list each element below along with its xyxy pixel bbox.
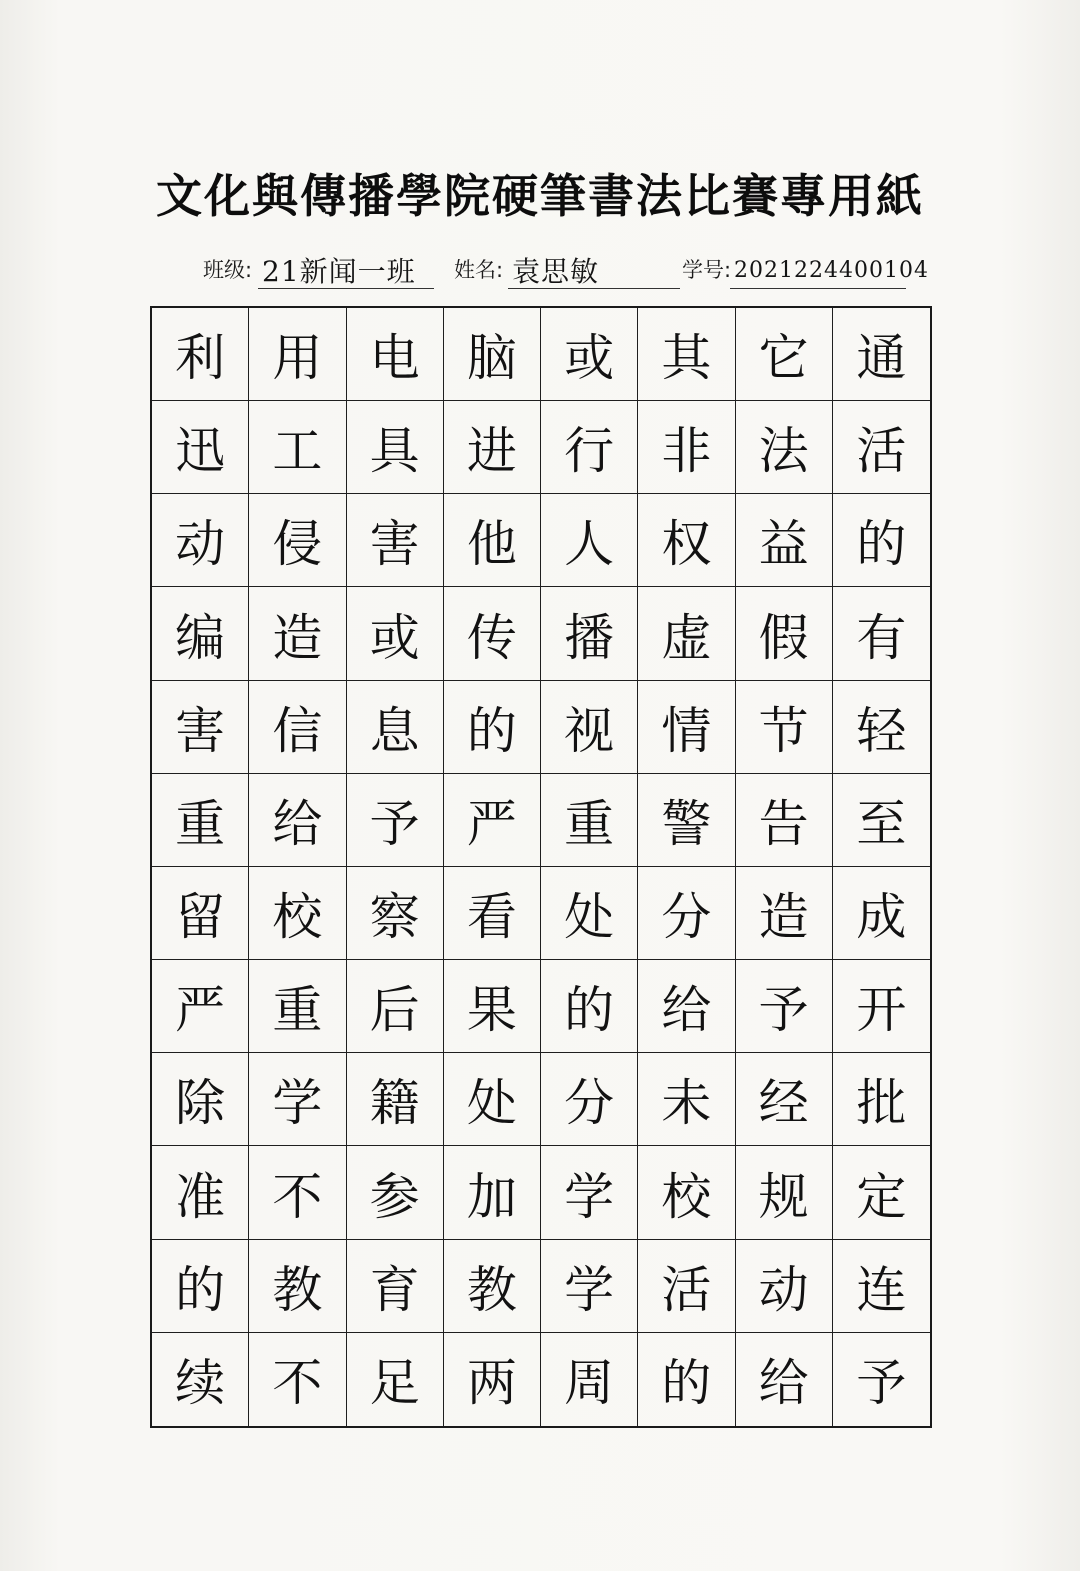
grid-cell: 或: [541, 308, 638, 401]
grid-cell: 予: [856, 1354, 907, 1413]
grid-cell: 侵: [249, 494, 346, 587]
grid-cell: 籍: [347, 1053, 444, 1146]
class-value: 21新闻一班: [262, 255, 416, 288]
grid-cell: 的: [833, 494, 930, 587]
grid-cell: 脑: [444, 308, 541, 401]
grid-cell: 育: [347, 1240, 444, 1333]
grid-cell: 动: [152, 494, 249, 587]
grid-cell: 处: [444, 1053, 541, 1146]
grid-cell: 分: [638, 867, 735, 960]
grid-cell: 或: [347, 587, 444, 680]
grid-cell: 息: [347, 681, 444, 774]
grid-cell: 害: [152, 681, 249, 774]
grid-cell: 活: [833, 401, 930, 494]
grid-cell: 分: [541, 1053, 638, 1146]
grid-cell: 看: [444, 867, 541, 960]
grid-cell: 动: [736, 1240, 833, 1333]
grid-cell: 给: [249, 774, 346, 867]
grid-cell: 造: [249, 587, 346, 680]
grid-cell: 编: [152, 587, 249, 680]
grid-cell: 他: [444, 494, 541, 587]
grid-cell: 人: [541, 494, 638, 587]
student-id-underline: [730, 288, 906, 289]
grid-cell: 虚: [638, 587, 735, 680]
grid-cell: 留: [152, 867, 249, 960]
grid-cell: 处: [541, 867, 638, 960]
grid-cell: 除: [152, 1053, 249, 1146]
student-id-label: 学号:: [682, 258, 732, 282]
grid-cell: 教: [444, 1240, 541, 1333]
grid-cell: 规: [736, 1146, 833, 1239]
grid-cell: 假: [736, 587, 833, 680]
grid-cell: 校: [249, 867, 346, 960]
grid-cell: 的: [638, 1333, 735, 1426]
grid-cell: 它: [736, 308, 833, 401]
class-label: 班级:: [203, 258, 253, 282]
grid-cell: 定: [833, 1146, 930, 1239]
grid-cell: 后: [347, 960, 444, 1053]
student-id-value: 2021224400104: [734, 258, 929, 283]
grid-cell: 续: [152, 1333, 249, 1426]
grid-cell: 学: [249, 1053, 346, 1146]
grid-cell: 的: [541, 960, 638, 1053]
grid-cell: 有: [833, 587, 930, 680]
grid-cell: 重: [249, 960, 346, 1053]
grid-cell: 造: [736, 867, 833, 960]
grid-cell: 具: [347, 401, 444, 494]
grid-cell: 重: [152, 774, 249, 867]
grid-cell: 其: [638, 308, 735, 401]
grid-cell: 批: [833, 1053, 930, 1146]
grid-cell: 准: [152, 1146, 249, 1239]
grid-cell: 情: [638, 681, 735, 774]
grid-cell: 给: [736, 1333, 833, 1426]
grid-cell: 连: [833, 1240, 930, 1333]
grid-cell: 参: [347, 1146, 444, 1239]
grid-cell: 开: [833, 960, 930, 1053]
grid-cell: 利: [152, 308, 249, 401]
grid-cell: 法: [736, 401, 833, 494]
grid-cell: 电: [347, 308, 444, 401]
info-row: [0, 250, 1080, 294]
grid-cell: 活: [638, 1240, 735, 1333]
grid-cell: 信: [249, 681, 346, 774]
grid-cell: 予: [347, 774, 444, 867]
name-underline: [508, 288, 680, 289]
grid-cell: 警: [638, 774, 735, 867]
grid-cell: 权: [638, 494, 735, 587]
grid-cell: 教: [249, 1240, 346, 1333]
page-title: 文化與傳播學院硬筆書法比賽專用紙: [156, 169, 924, 223]
grid-cell: 不: [249, 1146, 346, 1239]
grid-cell: 加: [444, 1146, 541, 1239]
grid-cell: 通: [833, 308, 930, 401]
grid-cell: 校: [638, 1146, 735, 1239]
grid-cell: 察: [347, 867, 444, 960]
grid-cell: 严: [444, 774, 541, 867]
grid-cell: 播: [541, 587, 638, 680]
grid-cell: 的: [152, 1240, 249, 1333]
class-underline: [258, 288, 434, 289]
grid-cell: 严: [152, 960, 249, 1053]
writing-grid: [150, 306, 932, 1428]
grid-cell: 足: [347, 1333, 444, 1426]
grid-cell: 的: [444, 681, 541, 774]
grid-cell: 周: [541, 1333, 638, 1426]
grid-cell: 视: [541, 681, 638, 774]
grid-cell: 非: [638, 401, 735, 494]
grid-cell: 工: [249, 401, 346, 494]
grid-cell: 给: [638, 960, 735, 1053]
grid-cell: 行: [541, 401, 638, 494]
grid-cell: 益: [736, 494, 833, 587]
grid-cell: 经: [736, 1053, 833, 1146]
grid-cell: 害: [347, 494, 444, 587]
grid-cell: 节: [736, 681, 833, 774]
grid-cell: 用: [249, 308, 346, 401]
name-value: 袁思敏: [512, 255, 600, 288]
grid-cell: 迅: [152, 401, 249, 494]
grid-cell: 重: [541, 774, 638, 867]
grid-cell: 不: [249, 1333, 346, 1426]
grid-cell: 轻: [833, 681, 930, 774]
grid-cell: 至: [833, 774, 930, 867]
grid-cell: 学: [541, 1146, 638, 1239]
grid-cell: 予: [736, 960, 833, 1053]
grid-cell: 学: [541, 1240, 638, 1333]
grid-cell: 告: [736, 774, 833, 867]
grid-cell: 两: [444, 1333, 541, 1426]
grid-cell: 未: [638, 1053, 735, 1146]
grid-cell: 成: [833, 867, 930, 960]
grid-cell: 进: [444, 401, 541, 494]
grid-cell: 果: [444, 960, 541, 1053]
name-label: 姓名:: [454, 258, 504, 282]
grid-cell: 传: [444, 587, 541, 680]
